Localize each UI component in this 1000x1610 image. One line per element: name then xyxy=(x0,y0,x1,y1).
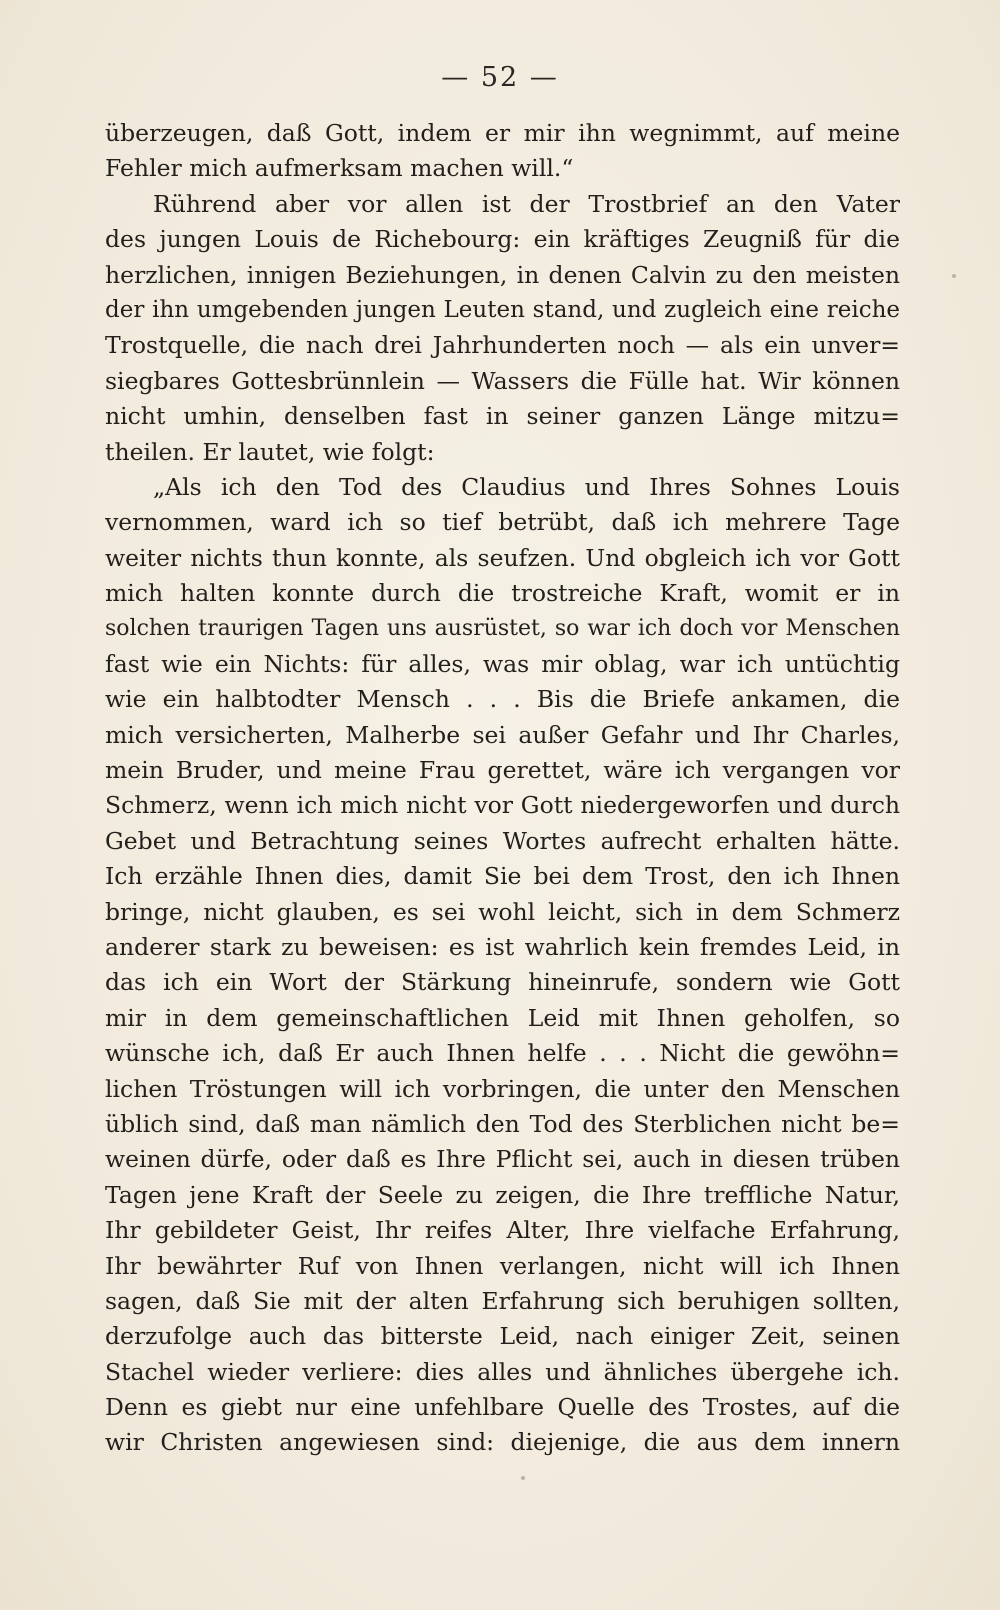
text-line: mich halten konnte durch die trostreiche Kraft, womit er in xyxy=(105,579,900,608)
text-line: vernommen, ward ich so tief betrübt, daß ich mehrere Tage xyxy=(105,508,900,537)
text-line: mich versicherten, Malherbe sei außer Gefahr und Ihr Charles, xyxy=(105,720,900,749)
text-line: Stachel wieder verliere: dies alles und ähnliches übergehe ich. xyxy=(105,1357,900,1386)
text-line: Denn es giebt nur eine unfehlbare Quelle des Trostes, auf die xyxy=(105,1393,900,1422)
text-line: theilen. Er lautet, wie folgt: xyxy=(105,437,435,466)
text-line: solchen traurigen Tagen uns ausrüstet, so war ich doch vor Menschen xyxy=(105,616,900,642)
text-line: lichen Tröstungen will ich vorbringen, die unter den Menschen xyxy=(105,1074,900,1103)
text-line: der ihn umgebenden jungen Leuten stand, und zugleich eine reiche xyxy=(105,296,900,323)
text-line: siegbares Gottesbrünnlein — Wassers die Fülle hat. Wir können xyxy=(105,366,900,395)
text-line: nicht umhin, denselben fast in seiner ganzen Länge mitzu= xyxy=(105,402,900,431)
text-line: des jungen Louis de Richebourg: ein kräftiges Zeugniß für die xyxy=(105,225,900,254)
text-line: mir in dem gemeinschaftlichen Leid mit Ihnen geholfen, so xyxy=(105,1003,900,1032)
page-number-header: — 52 — xyxy=(441,62,559,93)
text-line: „Als ich den Tod des Claudius und Ihres Sohnes Louis xyxy=(153,472,900,501)
paper-speck xyxy=(521,1476,525,1480)
text-line: sagen, daß Sie mit der alten Erfahrung sich beruhigen sollten, xyxy=(105,1286,900,1315)
text-line: überzeugen, daß Gott, indem er mir ihn wegnimmt, auf meine xyxy=(105,119,900,147)
text-line: wünsche ich, daß Er auch Ihnen helfe . . . Nicht die gewöhn= xyxy=(105,1039,900,1068)
text-line: weinen dürfe, oder daß es Ihre Pflicht sei, auch in diesen trüben xyxy=(105,1145,900,1174)
text-line: Schmerz, wenn ich mich nicht vor Gott niedergeworfen und durch xyxy=(105,791,900,820)
text-line: Tagen jene Kraft der Seele zu zeigen, die Ihre treffliche Natur, xyxy=(105,1180,900,1209)
text-line: das ich ein Wort der Stärkung hineinrufe, sondern wie Gott xyxy=(105,968,900,997)
text-line: bringe, nicht glauben, es sei wohl leicht, sich in dem Schmerz xyxy=(105,897,900,926)
text-line: mein Bruder, und meine Frau gerettet, wäre ich vergangen vor xyxy=(105,756,900,785)
paper-speck xyxy=(952,274,956,278)
text-line: wie ein halbtodter Mensch . . . Bis die Briefe ankamen, die xyxy=(105,685,900,714)
text-line: Rührend aber vor allen ist der Trostbrief an den Vater xyxy=(153,189,900,218)
text-line: Gebet und Betrachtung seines Wortes aufrecht erhalten hätte. xyxy=(105,826,900,855)
text-line: Ihr gebildeter Geist, Ihr reifes Alter, Ihre vielfache Erfahrung, xyxy=(105,1216,900,1245)
text-line: weiter nichts thun konnte, als seufzen. Und obgleich ich vor Gott xyxy=(105,543,900,572)
text-line: anderer stark zu beweisen: es ist wahrlich kein fremdes Leid, in xyxy=(105,932,900,961)
body-text xyxy=(105,116,900,1461)
text-line: wir Christen angewiesen sind: diejenige, die aus dem innern xyxy=(105,1428,900,1457)
text-line: derzufolge auch das bitterste Leid, nach einiger Zeit, seinen xyxy=(105,1322,900,1351)
text-line: Ihr bewährter Ruf von Ihnen verlangen, nicht will ich Ihnen xyxy=(105,1251,900,1280)
text-line: Ich erzähle Ihnen dies, damit Sie bei dem Trost, den ich Ihnen xyxy=(105,862,900,891)
text-line: üblich sind, daß man nämlich den Tod des Sterblichen nicht be= xyxy=(105,1109,900,1138)
text-line: fast wie ein Nichts: für alles, was mir oblag, war ich untüchtig xyxy=(105,649,900,678)
text-line: herzlichen, innigen Beziehungen, in denen Calvin zu den meisten xyxy=(105,260,900,289)
text-line: Trostquelle, die nach drei Jahrhunderten noch — als ein unver= xyxy=(105,331,900,360)
text-line: Fehler mich aufmerksam machen will.“ xyxy=(105,154,574,183)
